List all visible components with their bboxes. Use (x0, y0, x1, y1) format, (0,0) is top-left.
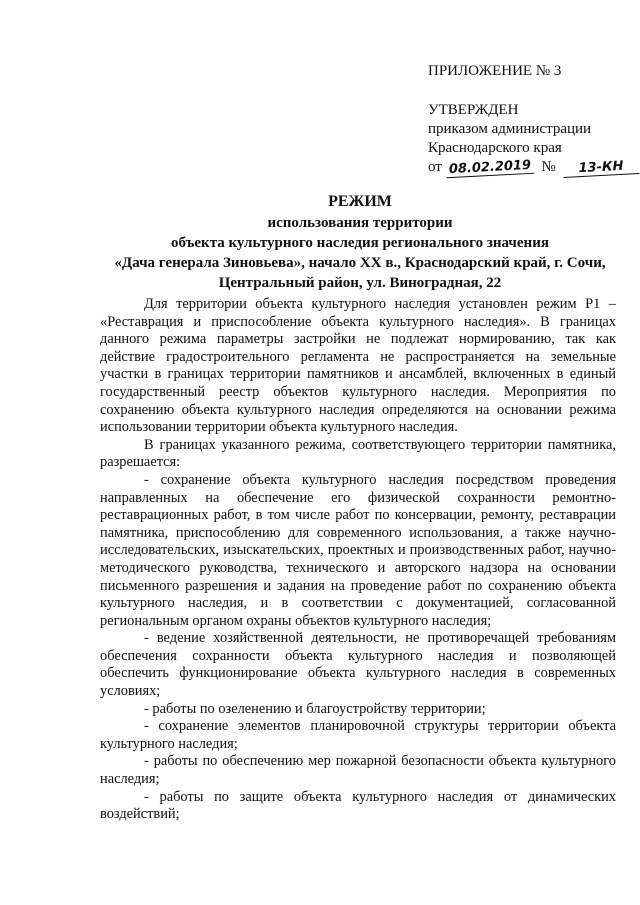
body-text (100, 296, 616, 824)
approval-line-2: Краснодарского края (428, 140, 562, 156)
title-main: РЕЖИМ (328, 193, 392, 210)
title-line-4: Центральный район, ул. Виноградная, 22 (218, 275, 502, 291)
order-number-handwritten: 13-КН (563, 158, 640, 178)
approved-label: УТВЕРЖДЕН (428, 102, 519, 118)
paragraph-intro: Для территории объекта культурного наследия установлен режим Р1 – «Реставрация и приспособление объекта культурного наследия». В границах данного режима параметры застройки не подлежат нормированию, так как действие градостроительного регламента не распространяется на земельные участки в границах территории памятников и ансамблей, включенных в единый государственный реестр объектов культурного наследия. Мероприятия по сохранению объекта культурного наследия определяются на основании режима использовании территории объекта культурного наследия. (100, 296, 616, 436)
list-item-dynamic-protection: - работы по защите объекта культурного наследия от динамических воздействий; (100, 788, 616, 823)
order-number-label: № (541, 159, 556, 175)
title-block (100, 191, 620, 293)
list-item-fire-safety: - работы по обеспечению мер пожарной безопасности объекта культурного наследия; (100, 753, 616, 788)
list-item-planning-structure: - сохранение элементов планировочной структуры территории объекта культурного наследия; (100, 718, 616, 752)
approval-line-1: приказом администрации (428, 121, 592, 137)
list-item-landscaping: - работы по озеленению и благоустройству территории; (144, 700, 486, 717)
approval-block (428, 62, 628, 177)
order-date-handwritten: 08.02.2019 (445, 158, 534, 179)
order-line (428, 158, 628, 177)
order-prefix: от (428, 159, 442, 175)
title-line-3: «Дача генерала Зиновьева», начало XX в., Краснодарский край, г. Сочи, (114, 255, 606, 271)
appendix-label: ПРИЛОЖЕНИЕ № 3 (428, 63, 562, 79)
list-item-economic-activity: - ведение хозяйственной деятельности, не противоречащей требованиям обеспечения сохранности объекта культурного наследия и позволяющей обеспечить функционирование объекта культурного наследия в современных условиях; (100, 630, 616, 700)
title-line-1: использования территории (267, 215, 453, 231)
paragraph-permitted-heading: В границах указанного режима, соответствующего территории памятника, разрешается: (100, 436, 616, 471)
title-line-2: объекта культурного наследия регионального значения (171, 235, 549, 251)
list-item-preservation: - сохранение объекта культурного наследия посредством проведения направленных на обеспечение его физической сохранности ремонтно-реставрационных работ, в том числе работ по консервации, ремонту, реставрации памятника, приспособлению для современного использования, а также научно-исследовательских, изыскательских, проектных и производственных работ, научно-методического руководства, технического и авторского надзора на основании письменного разрешения и задания на проведение работ по сохранению объекта культурного наследия, и в соответствии с документацией, согласованной региональным органом охраны объектов культурного наследия; (100, 471, 616, 629)
